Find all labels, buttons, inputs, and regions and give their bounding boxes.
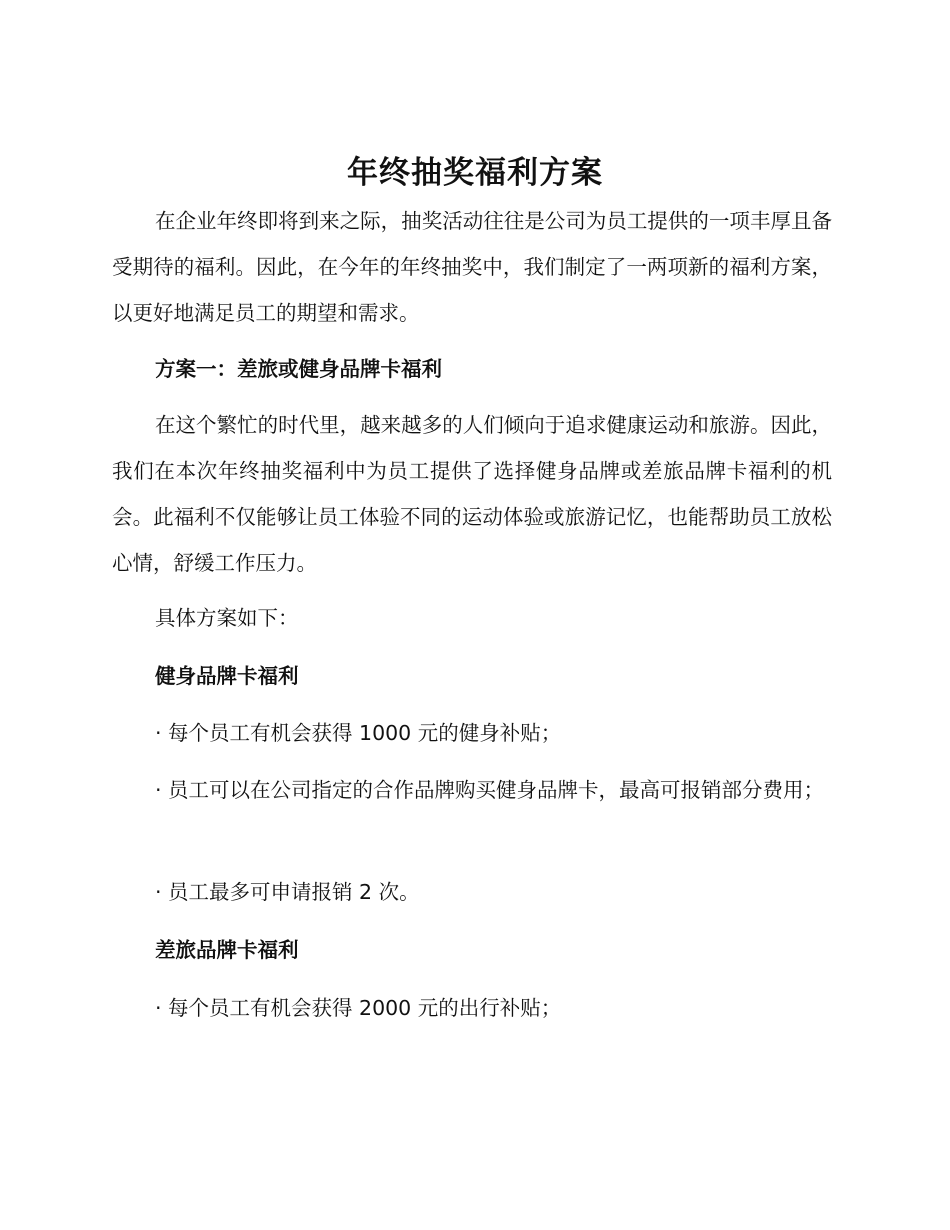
document-title: 年终抽奖福利方案 <box>347 155 603 191</box>
travel-item-subsidy: · 每个员工有机会获得 2000 元的出行补贴； <box>155 996 562 1020</box>
travel-heading: 差旅品牌卡福利 <box>155 938 299 962</box>
intro-paragraph: 在企业年终即将到来之际，抽奖活动往往是公司为员工提供的一项丰厚且备受期待的福利。因此，在今年的年终抽奖中，我们制定了一两项新的福利方案，以更好地满足员工的期望和需求。 <box>112 209 832 325</box>
plan1-heading: 方案一：差旅或健身品牌卡福利 <box>155 357 442 381</box>
fitness-item-limit: · 员工最多可申请报销 2 次。 <box>155 880 420 904</box>
fitness-heading: 健身品牌卡福利 <box>155 664 299 688</box>
plan1-body-paragraph: 在这个繁忙的时代里，越来越多的人们倾向于追求健康运动和旅游。因此，我们在本次年终抽奖福利中为员工提供了选择健身品牌或差旅品牌卡福利的机会。此福利不仅能够让员工体验不同的运动体验或旅游记忆，也能帮助员工放松心情，舒缓工作压力。 <box>112 413 832 575</box>
fitness-item-reimburse: · 员工可以在公司指定的合作品牌购买健身品牌卡，最高可报销部分费用； <box>155 778 825 802</box>
fitness-item-subsidy: · 每个员工有机会获得 1000 元的健身补贴； <box>155 721 562 745</box>
details-label: 具体方案如下： <box>155 606 299 630</box>
